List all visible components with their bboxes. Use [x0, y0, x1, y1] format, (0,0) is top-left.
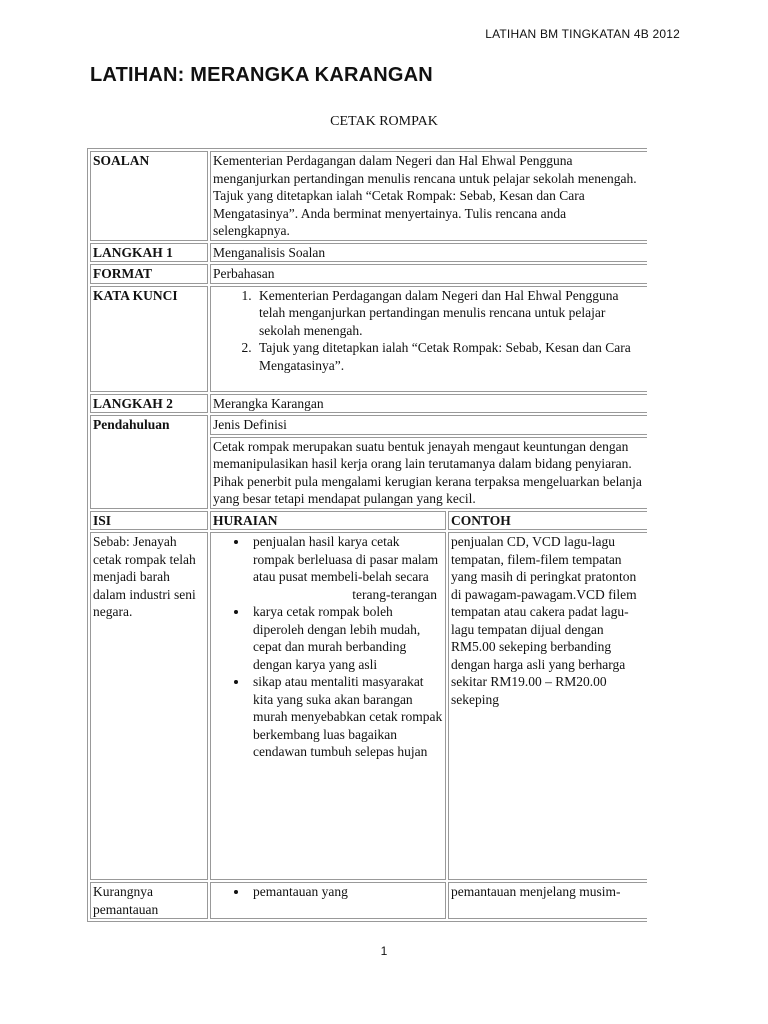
huraian-item: • karya cetak rompak boleh diperoleh dengan lebih mudah, cepat dan murah berbanding dengan karya yang asli	[249, 603, 443, 673]
row-sebab	[90, 532, 647, 880]
pendahuluan-text: Cetak rompak merupakan suatu bentuk jenayah mengaut keuntungan dengan memanipulasikan hasil kerja orang lain terutamanya dalam bidang penyiaran. Pihak penerbit pula mengalami kerugian kerana terpaksa mengeluarkan belanja yang besar tetapi mendapat pulangan yang kecil.	[210, 437, 647, 509]
pemantauan-contoh: pemantauan menjelang musim-	[448, 882, 647, 919]
row-langkah2	[90, 394, 647, 414]
row-soalan	[90, 151, 647, 241]
document-title: LATIHAN: MERANGKA KARANGAN	[90, 64, 433, 86]
pendahuluan-jenis: Jenis Definisi	[210, 415, 647, 435]
pemantauan-huraian-cell	[210, 882, 446, 919]
huraian-item	[249, 533, 443, 603]
sebab-contoh: penjualan CD, VCD lagu-lagu tempatan, filem-filem tempatan yang masih di peringkat pratonton di pawagam-pawagam.VCD filem tempatan atau cakera padat lagu-lagu tempatan dijual dengan RM5.00 sekeping berbanding dengan harga asli yang berharga sekitar RM19.00 – RM20.00 sekeping	[448, 532, 647, 880]
langkah1-text: Menganalisis Soalan	[210, 243, 647, 263]
kata-kunci-item: 1. Kementerian Perdagangan dalam Negeri dan Hal Ehwal Pengguna telah menganjurkan pertandingan menulis rencana untuk pelajar sekolah menengah.	[255, 287, 645, 340]
row-langkah1	[90, 243, 647, 263]
row-pemantauan	[90, 882, 647, 919]
langkah2-label: LANGKAH 2	[90, 394, 208, 414]
kata-kunci-item: 2. Tajuk yang ditetapkan ialah “Cetak Rompak: Sebab, Kesan dan Cara Mengatasinya”.	[255, 339, 645, 374]
format-label: FORMAT	[90, 264, 208, 284]
pendahuluan-label: Pendahuluan	[90, 415, 208, 509]
huraian-item: • sikap atau mentaliti masyarakat kita yang suka akan barangan murah menyebabkan cetak rompak berkembang luas bagaikan cendawan tumbuh selepas hujan	[249, 673, 443, 761]
huraian-item-tail: terang-terangan	[352, 586, 437, 602]
format-text: Perbahasan	[210, 264, 647, 284]
kata-kunci-list	[213, 287, 645, 375]
pemantauan-huraian-list	[213, 883, 443, 901]
row-format	[90, 264, 647, 284]
soalan-text: Kementerian Perdagangan dalam Negeri dan Hal Ehwal Pengguna menganjurkan pertandingan menulis rencana untuk pelajar sekolah menengah. Tajuk yang ditetapkan ialah “Cetak Rompak: Sebab, Kesan dan Cara Mengatasinya”. Anda berminat menyertainya. Tulis rencana anda selengkapnya.	[210, 151, 647, 241]
outline-table	[87, 148, 647, 922]
column-header-contoh: CONTOH	[448, 511, 647, 531]
soalan-label: SOALAN	[90, 151, 208, 241]
sebab-huraian-cell	[210, 532, 446, 880]
langkah2-text: Merangka Karangan	[210, 394, 647, 414]
page-number: 1	[380, 944, 388, 958]
huraian-item: • pemantauan yang	[249, 883, 443, 901]
row-kata-kunci	[90, 286, 647, 392]
sebab-huraian-list	[213, 533, 443, 761]
sebab-isi: Sebab: Jenayah cetak rompak telah menjadi barah dalam industri seni negara.	[90, 532, 208, 880]
pemantauan-isi: Kurangnya pemantauan	[90, 882, 208, 919]
column-header-isi: ISI	[90, 511, 208, 531]
kata-kunci-label: KATA KUNCI	[90, 286, 208, 392]
document-subtitle: CETAK ROMPAK	[330, 114, 438, 129]
column-header-huraian: HURAIAN	[210, 511, 446, 531]
huraian-item-text: penjualan hasil karya cetak rompak berleluasa di pasar malam atau pusat membeli-belah secara	[253, 534, 439, 584]
running-header: LATIHAN BM TINGKATAN 4B 2012	[485, 27, 680, 41]
langkah1-label: LANGKAH 1	[90, 243, 208, 263]
row-column-headers	[90, 511, 647, 531]
outline-table-container	[87, 148, 647, 930]
kata-kunci-list-cell	[210, 286, 647, 392]
row-pendahuluan	[90, 415, 647, 435]
